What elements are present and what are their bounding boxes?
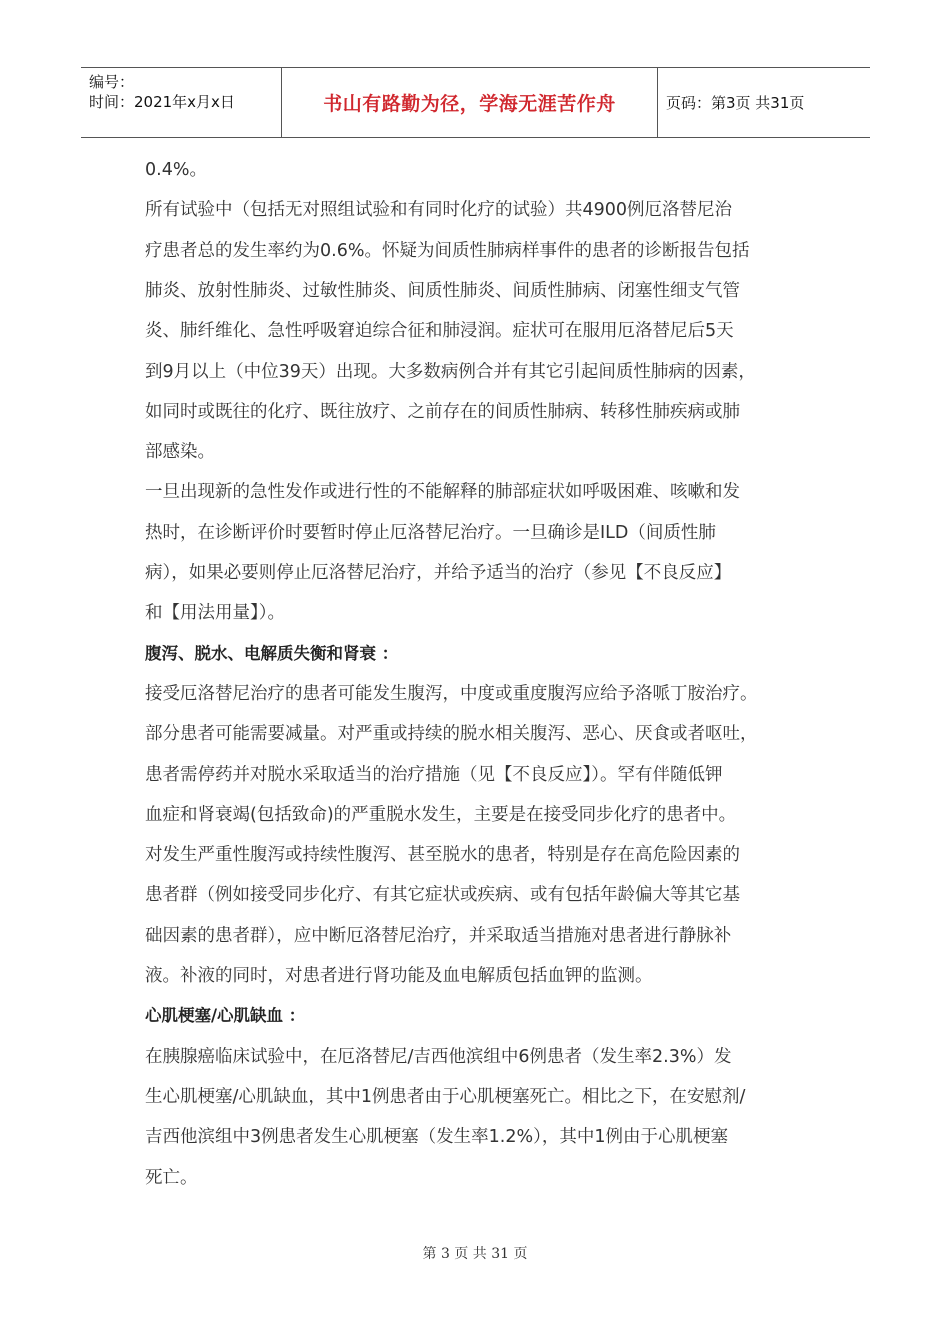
header-info-cell [81, 68, 282, 137]
body-text-line: 所有试验中（包括无对照组试验和有同时化疗的试验）共4900例厄洛替尼治 [145, 200, 733, 221]
body-text-line: 热时，在诊断评价时要暂时停止厄洛替尼治疗。一旦确诊是ILD（间质性肺 [145, 522, 716, 543]
header-page-info: 页码：第3页 共31页 [666, 94, 805, 112]
body-text-line: 炎、肺纤维化、急性呼吸窘迫综合征和肺浸润。症状可在服用厄洛替尼后5天 [145, 321, 734, 342]
body-text-line: 生心肌梗塞/心肌缺血，其中1例患者由于心肌梗塞死亡。相比之下，在安慰剂/ [145, 1086, 746, 1107]
body-text-line: 血症和肾衰竭(包括致命)的严重脱水发生，主要是在接受同步化疗的患者中。 [145, 804, 737, 825]
section-heading: 心肌梗塞/心肌缺血 ： [145, 1006, 306, 1026]
body-text-line: 一旦出现新的急性发作或进行性的不能解释的肺部症状如呼吸困难、咳嗽和发 [145, 482, 740, 503]
header-page-cell [658, 68, 870, 137]
document-number-label: 编号： [89, 73, 135, 91]
body-text-line: 部分患者可能需要减量。对严重或持续的脱水相关腹泻、恶心、厌食或者呕吐， [145, 724, 758, 745]
document-time-label: 时间：2021年x月x日 [89, 93, 235, 111]
header-motto-cell [282, 68, 658, 137]
body-text-line: 和【用法用量】）。 [145, 603, 285, 624]
body-text-line: 肺炎、放射性肺炎、过敏性肺炎、间质性肺炎、间质性肺病、闭塞性细支气管 [145, 280, 740, 301]
body-text-line: 液。补液的同时，对患者进行肾功能及血电解质包括血钾的监测。 [145, 966, 653, 986]
body-text-line: 如同时或既往的化疗、既往放疗、之前存在的间质性肺病、转移性肺疾病或肺 [145, 401, 740, 422]
section-heading: 腹泻、脱水、电解质失衡和肾衰 ： [145, 643, 399, 663]
body-text-line: 疗患者总的发生率约为0.6%。怀疑为间质性肺病样事件的患者的诊断报告包括 [145, 240, 750, 261]
header-motto: 书山有路勤为径，学海无涯苦作舟 [323, 93, 616, 115]
footer-page-number: 第 3 页 共 31 页 [422, 1246, 528, 1262]
body-text-line: 死亡。 [145, 1167, 198, 1188]
body-text-line: 部感染。 [145, 442, 215, 463]
page-header [81, 67, 870, 138]
body-text-line: 吉西他滨组中3例患者发生心肌梗塞（发生率1.2%），其中1例由于心肌梗塞 [145, 1127, 728, 1148]
body-text-line: 对发生严重性腹泻或持续性腹泻、甚至脱水的患者，特别是存在高危险因素的 [145, 845, 740, 866]
body-text-line: 患者需停药并对脱水采取适当的治疗措施（见【不良反应】）。罕有伴随低钾 [145, 764, 723, 785]
body-text-line: 础因素的患者群），应中断厄洛替尼治疗，并采取适当措施对患者进行静脉补 [145, 925, 732, 946]
body-text-line: 到9月以上（中位39天）出现。大多数病例合并有其它引起间质性肺病的因素， [145, 361, 756, 382]
page-footer [0, 1243, 950, 1263]
body-text-line: 0.4%。 [145, 160, 207, 180]
body-text-line: 接受厄洛替尼治疗的患者可能发生腹泻，中度或重度腹泻应给予洛哌丁胺治疗。 [145, 683, 758, 704]
body-text-line: 患者群（例如接受同步化疗、有其它症状或疾病、或有包括年龄偏大等其它基 [145, 885, 740, 906]
body-text-line: 病），如果必要则停止厄洛替尼治疗，并给予适当的治疗（参见【不良反应】 [145, 563, 732, 583]
body-text-line: 在胰腺癌临床试验中，在厄洛替尼/吉西他滨组中6例患者（发生率2.3%）发 [145, 1046, 732, 1067]
